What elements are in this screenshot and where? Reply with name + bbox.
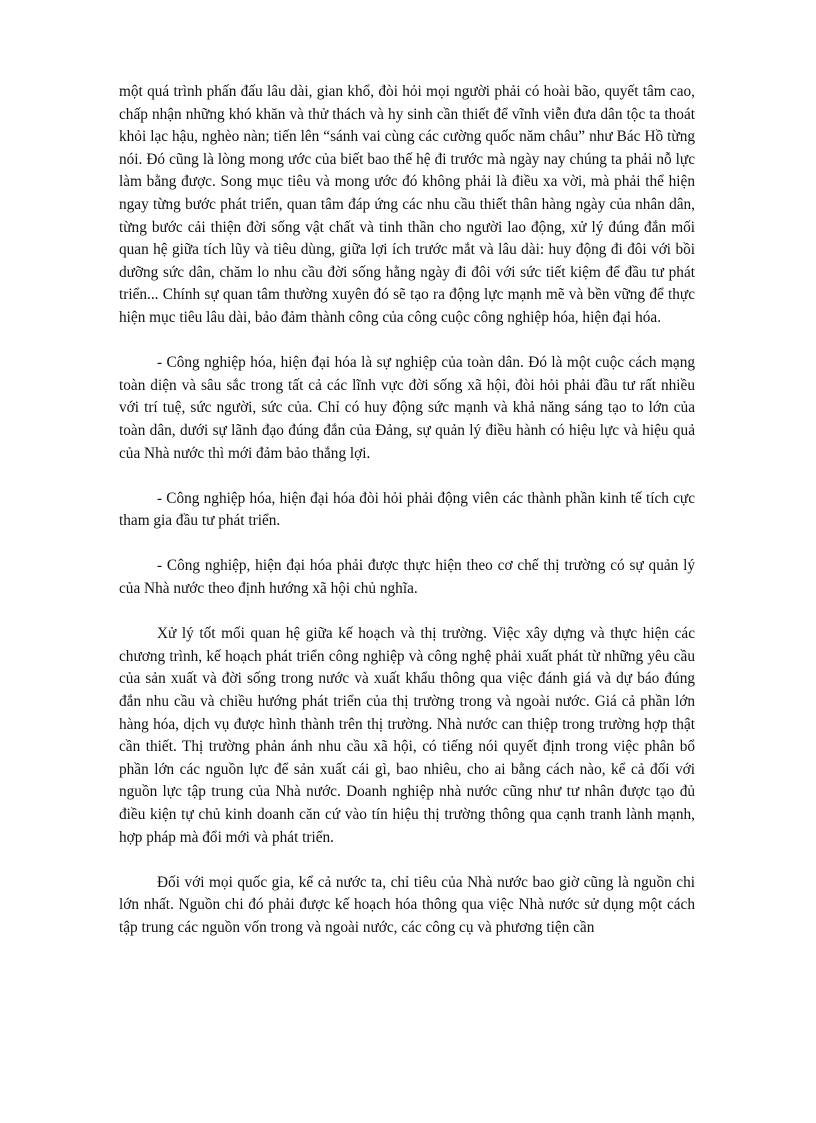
paragraph-toan-dan: - Công nghiệp hóa, hiện đại hóa là sự nghiệp của toàn dân. Đó là một cuộc cách mạng toàn diện và sâu sắc trong tất cả các lĩnh vực đời sống xã hội, đòi hỏi phải đầu tư rất nhiều với trí tuệ, sức người, sức của. Chỉ có huy động sức mạnh và khả năng sáng tạo to lớn của toàn dân, dưới sự lãnh đạo đúng đắn của Đảng, sự quản lý điều hành có hiệu lực và hiệu quả của Nhà nước thì mới đảm bảo thắng lợi. xyxy=(119,354,695,462)
paragraph-chi-tieu-nha-nuoc: Đối với mọi quốc gia, kể cả nước ta, chỉ tiêu của Nhà nước bao giờ cũng là nguồn chi lớn nhất. Nguồn chi đó phải được kế hoạch hóa thông qua việc Nhà nước sử dụng một cách tập trung các nguồn vốn trong và ngoài nước, các công cụ và phương tiện cần xyxy=(119,873,695,936)
paragraph-co-che-thi-truong: - Công nghiệp, hiện đại hóa phải được thực hiện theo cơ chế thị trường có sự quản lý của Nhà nước theo định hướng xã hội chủ nghĩa. xyxy=(119,557,695,598)
paragraph-ke-hoach-thi-truong: Xử lý tốt mối quan hệ giữa kế hoạch và thị trường. Việc xây dựng và thực hiện các chương trình, kế hoạch phát triển công nghiệp và công nghệ phải xuất phát từ những yêu cầu của sản xuất và đời sống trong nước và xuất khẩu thông qua việc đánh giá và dự báo đúng đắn nhu cầu và chiều hướng phát triển của thị trường trong và ngoài nước. Giá cả phần lớn hàng hóa, dịch vụ được hình thành trên thị trường. Nhà nước can thiệp trong trường hợp thật cần thiết. Thị trường phản ánh nhu cầu xã hội, có tiếng nói quyết định trong việc phân bổ phần lớn các nguồn lực để sản xuất cái gì, bao nhiêu, cho ai bằng cách nào, kể cả đối với nguồn lực tập trung của Nhà nước. Doanh nghiệp nhà nước cũng như tư nhân được tạo đủ điều kiện tự chủ kinh doanh căn cứ vào tín hiệu thị trường thông qua cạnh tranh lành mạnh, hợp pháp mà đổi mới và phát triển. xyxy=(119,625,695,846)
document-page xyxy=(119,81,695,962)
paragraph-continuation: một quá trình phấn đấu lâu dài, gian khổ, đòi hỏi mọi người phải có hoài bão, quyết tâm cao, chấp nhận những khó khăn và thử thách và hy sinh cần thiết để vĩnh viễn đưa dân tộc ta thoát khỏi lạc hậu, nghèo nàn; tiến lên “sánh vai cùng các cường quốc năm châu” như Bác Hồ từng nói. Đó cũng là lòng mong ước của biết bao thế hệ đi trước mà ngày nay chúng ta phải nỗ lực làm bằng được. Song mục tiêu và mong ước đó không phải là điều xa vời, mà phải thể hiện ngay từng bước phát triển, quan tâm đáp ứng các nhu cầu thiết thân hàng ngày của nhân dân, từng bước cải thiện đời sống vật chất và tinh thần cho người lao động, xử lý đúng đắn mối quan hệ giữa tích lũy và tiêu dùng, giữa lợi ích trước mắt và lâu dài: huy động đi đôi với bồi dưỡng sức dân, chăm lo nhu cầu đời sống hằng ngày đi đôi với sức tiết kiệm để đầu tư phát triển... Chính sự quan tâm thường xuyên đó sẽ tạo ra động lực mạnh mẽ và bền vững để thực hiện mục tiêu lâu dài, bảo đảm thành công của công cuộc công nghiệp hóa, hiện đại hóa. xyxy=(119,83,695,326)
paragraph-thanh-phan-kinh-te: - Công nghiệp hóa, hiện đại hóa đòi hỏi phải động viên các thành phần kinh tế tích cực tham gia đầu tư phát triển. xyxy=(119,489,695,530)
